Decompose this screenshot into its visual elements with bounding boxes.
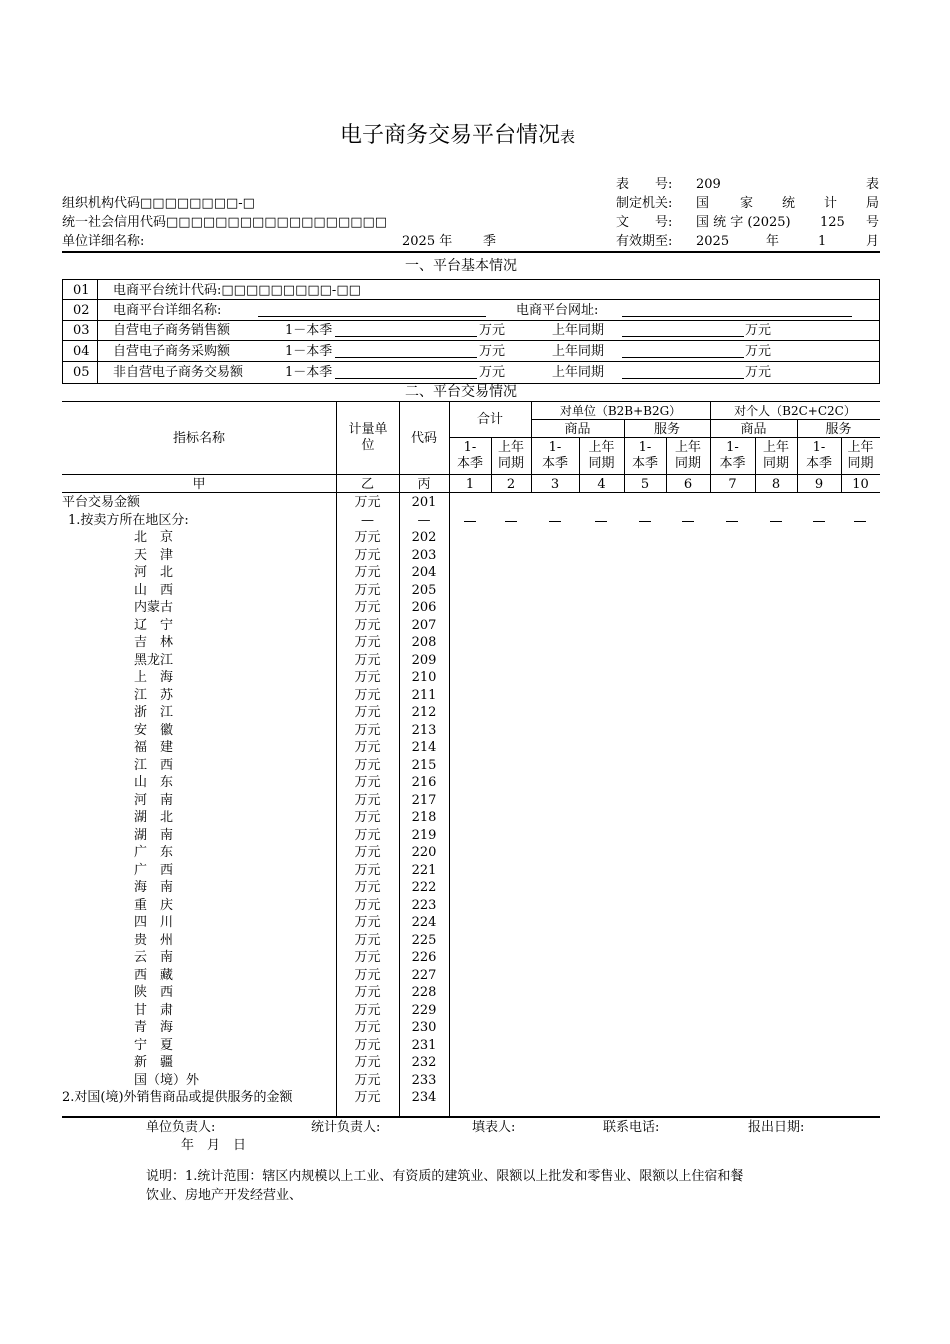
current-label: 1－本季 bbox=[285, 344, 333, 359]
self-sales-current-input[interactable] bbox=[335, 336, 477, 337]
row-unit: 万元 bbox=[354, 985, 381, 1000]
col-index-num: 8 bbox=[771, 477, 781, 492]
col-index-num: 7 bbox=[728, 477, 737, 492]
meta-label-valid-until: 有效期至: bbox=[616, 234, 673, 249]
row-name: 北 京 bbox=[134, 530, 174, 545]
row-code: 202 bbox=[411, 530, 437, 545]
row-code: 212 bbox=[411, 705, 437, 720]
row-unit: 万元 bbox=[354, 1038, 381, 1053]
col-header-prev: 上年 同期 bbox=[762, 440, 789, 471]
empty-cell-dash bbox=[813, 521, 825, 522]
platform-name-label: 电商平台详细名称: bbox=[113, 303, 222, 318]
row-name: 吉 林 bbox=[134, 635, 174, 650]
row-unit: 万元 bbox=[354, 740, 381, 755]
row-unit: 万元 bbox=[354, 933, 381, 948]
row-code: 216 bbox=[411, 775, 437, 790]
row-unit: 万元 bbox=[354, 828, 381, 843]
row-code: 217 bbox=[411, 793, 437, 808]
unit-label: 万元 bbox=[745, 323, 772, 338]
row-code: 221 bbox=[411, 863, 437, 878]
row-name: 湖 北 bbox=[134, 810, 174, 825]
col-header-cur: 1- 本季 bbox=[719, 440, 746, 471]
row-label: 自营电子商务采购额 bbox=[113, 344, 231, 359]
row-unit: 万元 bbox=[354, 1055, 381, 1070]
meta-value-authority: 国 bbox=[696, 196, 710, 211]
col-index-num: 3 bbox=[550, 477, 560, 492]
row-code: 232 bbox=[411, 1055, 437, 1070]
row-num: 02 bbox=[73, 303, 90, 318]
row-unit: 万元 bbox=[354, 793, 381, 808]
row-unit: 万元 bbox=[354, 600, 381, 615]
row-code: 219 bbox=[411, 828, 437, 843]
meta-label-form-no: 表 号: bbox=[616, 177, 673, 192]
signer-unit-head: 单位负责人: bbox=[146, 1120, 216, 1135]
row-name: 甘 肃 bbox=[134, 1003, 174, 1018]
platform-url-label: 电商平台网址: bbox=[516, 303, 599, 318]
row-unit: 万元 bbox=[354, 565, 381, 580]
empty-cell-dash bbox=[770, 521, 782, 522]
col-header-prev: 上年 同期 bbox=[674, 440, 701, 471]
meta-value-authority: 局 bbox=[866, 196, 880, 211]
signer-date: 报出日期: bbox=[748, 1120, 805, 1135]
col-index-num: 2 bbox=[506, 477, 516, 492]
row-name: 广 东 bbox=[134, 845, 174, 860]
row-unit: 万元 bbox=[354, 758, 381, 773]
meta-value-authority: 家 bbox=[740, 196, 754, 211]
unit-label: 万元 bbox=[745, 365, 772, 380]
row-name: 海 南 bbox=[134, 880, 174, 895]
row-code: — bbox=[417, 513, 431, 528]
row-unit: 万元 bbox=[354, 583, 381, 598]
meta-value-form-no: 209 bbox=[696, 177, 721, 192]
unit-label: 万元 bbox=[479, 344, 506, 359]
prev-label: 上年同期 bbox=[552, 323, 605, 338]
row-name: 河 北 bbox=[134, 565, 174, 580]
credit-code-field[interactable]: 统一社会信用代码□□□□□□□□□□□□□□□□□□ bbox=[62, 215, 388, 230]
unit-label: 万元 bbox=[479, 323, 506, 338]
row-unit: 万元 bbox=[354, 950, 381, 965]
row-code: 210 bbox=[411, 670, 437, 685]
col-header-goods: 商品 bbox=[564, 422, 591, 437]
row-unit: 万元 bbox=[354, 653, 381, 668]
row-name: 国（境）外 bbox=[134, 1073, 200, 1088]
col-header-code: 代码 bbox=[410, 431, 437, 446]
row-code: 234 bbox=[411, 1090, 437, 1105]
meta-value-valid-month-unit: 月 bbox=[866, 234, 880, 249]
row-name: 宁 夏 bbox=[134, 1038, 174, 1053]
meta-value-valid-year: 2025 bbox=[696, 234, 730, 249]
row-num: 04 bbox=[73, 344, 90, 359]
self-sales-prev-input[interactable] bbox=[622, 336, 744, 337]
row-unit: — bbox=[361, 513, 374, 528]
row-code: 225 bbox=[411, 933, 437, 948]
row-code: 227 bbox=[411, 968, 437, 983]
empty-cell-dash bbox=[639, 521, 651, 522]
col-header-cur: 1- 本季 bbox=[456, 440, 483, 471]
row-code: 209 bbox=[411, 653, 437, 668]
meta-value-authority: 统 bbox=[782, 196, 796, 211]
meta-label-authority: 制定机关: bbox=[616, 196, 673, 211]
row-name: 四 川 bbox=[134, 915, 174, 930]
row-code: 230 bbox=[411, 1020, 437, 1035]
row-name: 福 建 bbox=[134, 740, 174, 755]
meta-value-doc-no: 号 bbox=[866, 215, 880, 230]
row-unit: 万元 bbox=[354, 548, 381, 563]
row-code: 215 bbox=[411, 758, 437, 773]
row-name: 上 海 bbox=[134, 670, 174, 685]
row-code: 203 bbox=[411, 548, 437, 563]
row-unit: 万元 bbox=[354, 495, 381, 510]
row-code: 228 bbox=[411, 985, 437, 1000]
col-header-b2b: 对单位（B2B+B2G） bbox=[559, 404, 682, 418]
unit-name-label: 单位详细名称: bbox=[62, 234, 145, 249]
row-name: 西 藏 bbox=[134, 968, 174, 983]
row-code: 208 bbox=[411, 635, 437, 650]
col-index-num: 6 bbox=[683, 477, 693, 492]
platform-code-field[interactable]: 电商平台统计代码:□□□□□□□□□-□□ bbox=[113, 283, 361, 298]
row-unit: 万元 bbox=[354, 670, 381, 685]
unit-label: 万元 bbox=[479, 365, 506, 380]
unit-label: 万元 bbox=[745, 344, 772, 359]
row-unit: 万元 bbox=[354, 723, 381, 738]
prev-label: 上年同期 bbox=[552, 344, 605, 359]
meta-label-doc-no: 文 号: bbox=[616, 215, 673, 230]
row-name: 山 西 bbox=[134, 583, 174, 598]
row-name: 安 徽 bbox=[134, 723, 174, 738]
row-name: 贵 州 bbox=[134, 933, 174, 948]
empty-cell-dash bbox=[726, 521, 738, 522]
row-name: 江 苏 bbox=[134, 688, 174, 703]
empty-cell-dash bbox=[464, 521, 476, 522]
row-name: 江 西 bbox=[134, 758, 174, 773]
empty-cell-dash bbox=[505, 521, 517, 522]
row-num: 03 bbox=[73, 323, 90, 338]
current-label: 1－本季 bbox=[285, 323, 333, 338]
self-purchase-prev-input[interactable] bbox=[622, 357, 744, 358]
meta-value-doc-no: 国 统 字 (2025) bbox=[696, 215, 791, 230]
row-unit: 万元 bbox=[354, 1073, 381, 1088]
row-code: 224 bbox=[411, 915, 437, 930]
col-index-num: 4 bbox=[597, 477, 606, 492]
col-index-bing: 丙 bbox=[417, 477, 431, 492]
col-index-jia: 甲 bbox=[192, 477, 206, 492]
row-name: 黑龙江 bbox=[134, 653, 174, 668]
row-unit: 万元 bbox=[354, 880, 381, 895]
non-self-current-input[interactable] bbox=[335, 378, 477, 379]
row-code: 218 bbox=[411, 810, 437, 825]
col-header-total: 合计 bbox=[476, 412, 503, 427]
row-code: 205 bbox=[411, 583, 437, 598]
row-code: 213 bbox=[411, 723, 437, 738]
col-header-cur: 1- 本季 bbox=[541, 440, 568, 471]
row-name: 广 西 bbox=[134, 863, 174, 878]
col-index-num: 9 bbox=[814, 477, 824, 492]
col-header-service: 服务 bbox=[825, 422, 852, 437]
row-name: 新 疆 bbox=[134, 1055, 174, 1070]
row-code: 223 bbox=[411, 898, 437, 913]
row-name: 重 庆 bbox=[134, 898, 174, 913]
meta-value-valid-month: 1 bbox=[818, 234, 827, 249]
note-line: 说明：1.统计范围：辖区内规模以上工业、有资质的建筑业、限额以上批发和零售业、限额以上住宿和餐 bbox=[146, 1169, 744, 1184]
row-name: 青 海 bbox=[134, 1020, 174, 1035]
col-header-cur: 1- 本季 bbox=[631, 440, 658, 471]
signer-filler: 填表人: bbox=[472, 1120, 516, 1135]
signer-phone: 联系电话: bbox=[603, 1120, 660, 1135]
meta-value-form-suffix: 表 bbox=[866, 177, 880, 192]
row-name: 河 南 bbox=[134, 793, 174, 808]
empty-cell-dash bbox=[549, 521, 561, 522]
row-code: 206 bbox=[411, 600, 437, 615]
row-code: 214 bbox=[411, 740, 437, 755]
empty-cell-dash bbox=[682, 521, 694, 522]
period-season: 季 bbox=[483, 234, 497, 249]
col-header-prev: 上年 同期 bbox=[847, 440, 874, 471]
col-header-prev: 上年 同期 bbox=[588, 440, 615, 471]
row-name: 辽 宁 bbox=[134, 618, 174, 633]
row-code: 201 bbox=[411, 495, 437, 510]
meta-value-doc-no: 125 bbox=[820, 215, 845, 230]
prev-label: 上年同期 bbox=[552, 365, 605, 380]
empty-cell-dash bbox=[595, 521, 607, 522]
platform-name-input[interactable] bbox=[258, 316, 486, 317]
row-code: 220 bbox=[411, 845, 437, 860]
col-header-service: 服务 bbox=[653, 422, 680, 437]
meta-value-valid-year-unit: 年 bbox=[766, 234, 780, 249]
row-unit: 万元 bbox=[354, 915, 381, 930]
row-unit: 万元 bbox=[354, 530, 381, 545]
section1-title: 一、平台基本情况 bbox=[405, 258, 517, 274]
row-code: 222 bbox=[411, 880, 437, 895]
section2-title: 二、平台交易情况 bbox=[405, 384, 517, 400]
non-self-prev-input[interactable] bbox=[622, 378, 744, 379]
org-code-field[interactable]: 组织机构代码□□□□□□□□-□ bbox=[62, 196, 255, 211]
row-unit: 万元 bbox=[354, 1090, 381, 1105]
empty-cell-dash bbox=[854, 521, 866, 522]
row-unit: 万元 bbox=[354, 898, 381, 913]
col-header-prev: 上年 同期 bbox=[497, 440, 524, 471]
col-header-unit: 计量单位 bbox=[348, 422, 388, 454]
row-name: 浙 江 bbox=[134, 705, 174, 720]
col-header-cur: 1- 本季 bbox=[805, 440, 832, 471]
current-label: 1－本季 bbox=[285, 365, 333, 380]
divider bbox=[62, 251, 880, 253]
row-code: 229 bbox=[411, 1003, 437, 1018]
row-label: 自营电子商务销售额 bbox=[113, 323, 231, 338]
row-code: 231 bbox=[411, 1038, 437, 1053]
col-header-goods: 商品 bbox=[740, 422, 767, 437]
row-code: 226 bbox=[411, 950, 437, 965]
self-purchase-current-input[interactable] bbox=[335, 357, 477, 358]
row-unit: 万元 bbox=[354, 688, 381, 703]
col-index-num: 5 bbox=[640, 477, 650, 492]
row-unit: 万元 bbox=[354, 968, 381, 983]
row-unit: 万元 bbox=[354, 705, 381, 720]
row-unit: 万元 bbox=[354, 1020, 381, 1035]
date-line: 年 月 日 bbox=[181, 1138, 247, 1153]
row-unit: 万元 bbox=[354, 863, 381, 878]
row-name: 1.按卖方所在地区分: bbox=[68, 513, 189, 528]
platform-url-input[interactable] bbox=[622, 316, 852, 317]
row-name: 平台交易金额 bbox=[62, 495, 141, 510]
row-unit: 万元 bbox=[354, 775, 381, 790]
row-unit: 万元 bbox=[354, 845, 381, 860]
row-name: 云 南 bbox=[134, 950, 174, 965]
row-num: 05 bbox=[73, 365, 90, 380]
row-name: 天 津 bbox=[134, 548, 174, 563]
col-index-num: 10 bbox=[852, 477, 869, 492]
row-code: 211 bbox=[411, 688, 437, 703]
meta-value-authority: 计 bbox=[824, 196, 838, 211]
row-unit: 万元 bbox=[354, 1003, 381, 1018]
row-label: 非自营电子商务交易额 bbox=[113, 365, 244, 380]
row-name: 2.对国(境)外销售商品或提供服务的金额 bbox=[62, 1090, 293, 1105]
row-unit: 万元 bbox=[354, 618, 381, 633]
row-code: 233 bbox=[411, 1073, 437, 1088]
row-code: 207 bbox=[411, 618, 437, 633]
period-year: 2025 年 bbox=[402, 234, 453, 249]
page-title: 电子商务交易平台情况表 bbox=[340, 123, 576, 148]
col-header-b2c: 对个人（B2C+C2C） bbox=[734, 404, 856, 418]
row-unit: 万元 bbox=[354, 635, 381, 650]
row-code: 204 bbox=[411, 565, 437, 580]
col-index-yi: 乙 bbox=[360, 477, 374, 492]
row-num: 01 bbox=[73, 283, 90, 298]
signer-stat-head: 统计负责人: bbox=[311, 1120, 381, 1135]
note-line: 饮业、房地产开发经营业、 bbox=[146, 1188, 303, 1203]
row-name: 山 东 bbox=[134, 775, 174, 790]
col-header-name: 指标名称 bbox=[172, 431, 225, 446]
row-name: 陕 西 bbox=[134, 985, 174, 1000]
row-name: 内蒙古 bbox=[134, 600, 174, 615]
table-bottom-border bbox=[62, 1116, 880, 1118]
row-unit: 万元 bbox=[354, 810, 381, 825]
col-index-num: 1 bbox=[465, 477, 475, 492]
row-name: 湖 南 bbox=[134, 828, 174, 843]
